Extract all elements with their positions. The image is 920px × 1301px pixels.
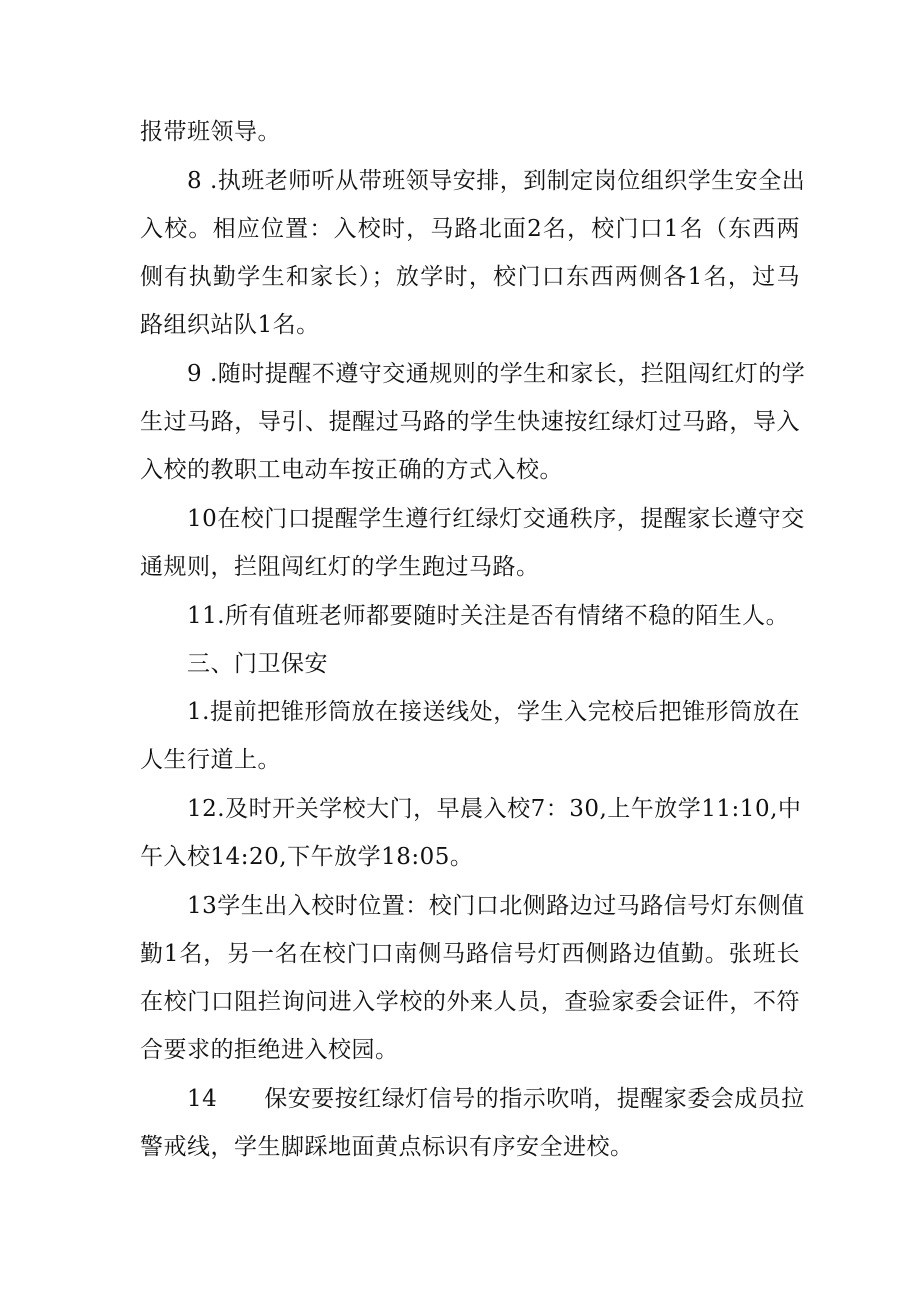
text-line: 合要求的拒绝进入校园。	[140, 1037, 399, 1063]
text-line: 1.提前把锥形筒放在接送线处，学生入完校后把锥形筒放在	[187, 699, 800, 725]
text-line: 午入校14:20,下午放学18:05。	[140, 844, 474, 870]
text-line: 人生行道上。	[140, 747, 281, 773]
text-line: 9 .随时提醒不遵守交通规则的学生和家长，拦阻闯红灯的学	[187, 361, 806, 387]
text-line: 12.及时开关学校大门，早晨入校7：30,上午放学11:10,中	[187, 796, 802, 822]
text-line: 警戒线，学生脚踩地面黄点标识有序安全进校。	[140, 1134, 634, 1160]
text-line: 勤1名，另一名在校门口南侧马路信号灯西侧路边值勤。张班长	[140, 941, 800, 967]
text-line: 8 .执班老师听从带班领导安排，到制定岗位组织学生安全出	[187, 168, 806, 194]
text-line: 侧有执勤学生和家长）；放学时，校门口东西两侧各1名，过马	[140, 264, 800, 290]
text-line: 报带班领导。	[140, 119, 281, 145]
text-line: 10在校门口提醒学生遵行红绿灯交通秩序，提醒家长遵守交	[187, 506, 805, 532]
text-line: 入校。相应位置：入校时，马路北面2名，校门口1名（东西两	[140, 216, 800, 242]
text-line: 11.所有值班老师都要随时关注是否有情绪不稳的陌生人。	[187, 603, 790, 629]
section-heading: 三、门卫保安	[187, 651, 328, 677]
text-line: 14 保安要按红绿灯信号的指示吹哨，提醒家委会成员拉	[187, 1086, 805, 1112]
text-line: 通规则，拦阻闯红灯的学生跑过马路。	[140, 554, 540, 580]
text-line: 路组织站队1名。	[140, 312, 320, 338]
text-line: 生过马路，导引、提醒过马路的学生快速按红绿灯过马路，导入	[140, 409, 800, 435]
text-line: 在校门口阻拦询问进入学校的外来人员，查验家委会证件，不符	[140, 989, 800, 1015]
text-line: 入校的教职工电动车按正确的方式入校。	[140, 457, 563, 483]
text-line: 13学生出入校时位置：校门口北侧路边过马路信号灯东侧值	[187, 893, 805, 919]
